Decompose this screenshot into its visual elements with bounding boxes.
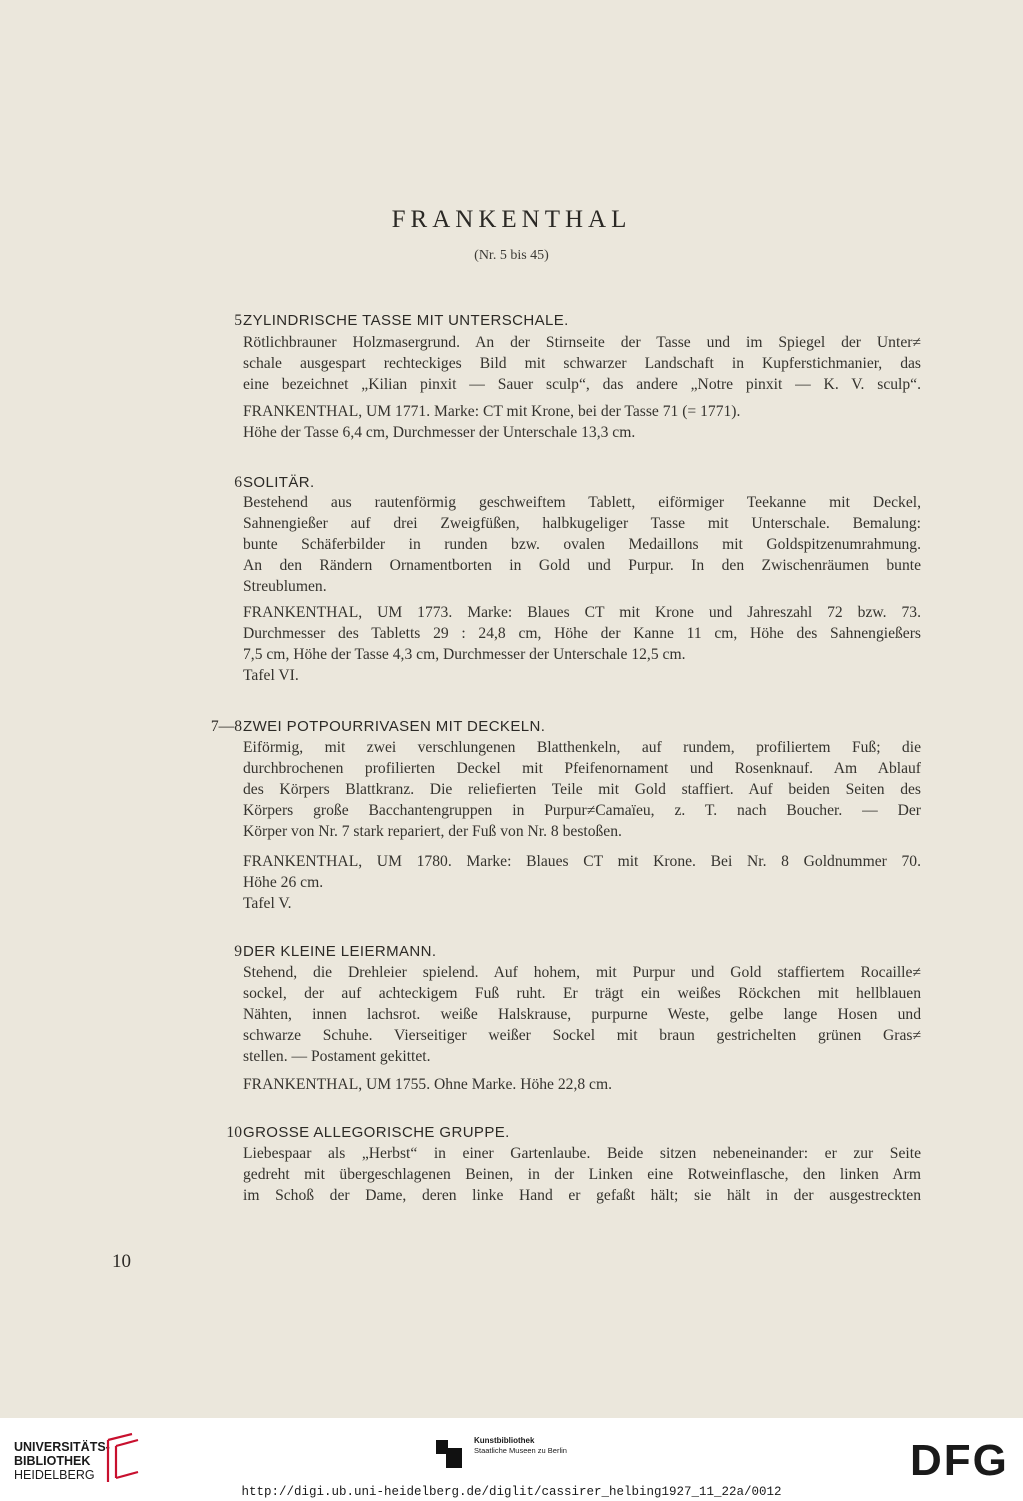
text-line: schale ausgespart rechteckiges Bild mit schwarzer Landschaft in Kupferstichmanier, das: [243, 355, 921, 372]
page-subtitle: (Nr. 5 bis 45): [474, 248, 549, 263]
entry-details: [243, 1074, 921, 1095]
text-line: FRANKENTHAL, UM 1755. Ohne Marke. Höhe 22,8 cm.: [243, 1076, 613, 1093]
text-line: Durchmesser des Tabletts 29 : 24,8 cm, Höhe der Kanne 11 cm, Höhe des Sahnengießers: [243, 625, 921, 642]
page-number: 10: [112, 1251, 131, 1272]
entry-heading: DER KLEINE LEIERMANN.: [243, 943, 437, 960]
library-name-line: UNIVERSITÄTS-: [14, 1440, 110, 1454]
text-line: FRANKENTHAL, UM 1780. Marke: Blaues CT mit Krone. Bei Nr. 8 Goldnummer 70.: [243, 853, 921, 870]
text-line: Tafel VI.: [243, 667, 299, 684]
kb-subtitle: Staatliche Museen zu Berlin: [474, 1446, 567, 1455]
university-library-logo[interactable]: [14, 1440, 110, 1482]
entry-heading: ZWEI POTPOURRIVASEN MIT DECKELN.: [243, 718, 546, 735]
entry-number: 5: [234, 312, 242, 329]
entry-details: [243, 602, 921, 686]
text-line: Eiförmig, mit zwei verschlungenen Blatthenkeln, auf rundem, profiliertem Fuß; die: [243, 739, 921, 756]
text-line: durchbrochenen profilierten Deckel mit Pfeifenornament und Rosenknauf. Am Ablauf: [243, 760, 921, 777]
entry-heading: GROSSE ALLEGORISCHE GRUPPE.: [243, 1124, 510, 1141]
entry-details: [243, 851, 921, 914]
entry-number: 9: [234, 943, 242, 960]
text-line: 7,5 cm, Höhe der Tasse 4,3 cm, Durchmesser der Unterschale 12,5 cm.: [243, 646, 686, 663]
text-line: bunte Schäferbilder in runden bzw. ovalen Medaillons mit Goldspitzenumrahmung.: [243, 536, 921, 553]
text-line: Streublumen.: [243, 578, 327, 595]
entry-number: 10: [226, 1124, 242, 1141]
text-line: gedreht mit übergeschlagenen Beinen, in der Linken eine Rotweinflasche, den linken Arm: [243, 1166, 921, 1183]
text-line: Höhe der Tasse 6,4 cm, Durchmesser der Unterschale 13,3 cm.: [243, 424, 636, 441]
entry-heading: SOLITÄR.: [243, 474, 315, 491]
entry-description: [243, 962, 921, 1067]
kunstbibliothek-logo-icon: [436, 1436, 470, 1470]
text-line: des Körpers Blattkranz. Die reliefierten Teile mit Gold staffiert. Auf beiden Seiten des: [243, 781, 921, 798]
text-line: Bestehend aus rautenförmig geschweiftem Tablett, eiförmiger Teekanne mit Deckel,: [243, 494, 921, 511]
text-line: FRANKENTHAL, UM 1773. Marke: Blaues CT mit Krone und Jahreszahl 72 bzw. 73.: [243, 604, 921, 621]
page-title: FRANKENTHAL: [391, 206, 632, 233]
text-line: eine bezeichnet „Kilian pinxit — Sauer sculp“, das andere „Notre pinxit — K. V. sculp“.: [243, 376, 921, 393]
text-line: An den Rändern Ornamentborten in Gold und Purpur. In den Zwischenräumen bunte: [243, 557, 921, 574]
library-name-line: HEIDELBERG: [14, 1468, 95, 1482]
library-emblem-icon: [102, 1432, 142, 1484]
text-line: Körpers große Bacchantengruppen in Purpur≠Camaïeu, z. T. nach Boucher. — Der: [243, 802, 921, 819]
entry-description: [243, 492, 921, 597]
text-line: Körper von Nr. 7 stark repariert, der Fuß von Nr. 8 bestoßen.: [243, 823, 622, 840]
kunstbibliothek-label[interactable]: [474, 1436, 567, 1456]
source-url[interactable]: http://digi.ub.uni-heidelberg.de/diglit/cassirer_helbing1927_11_22a/0012: [241, 1485, 782, 1499]
text-line: FRANKENTHAL, UM 1771. Marke: CT mit Krone, bei der Tasse 71 (= 1771).: [243, 403, 741, 420]
text-line: Höhe 26 cm.: [243, 874, 324, 891]
entry-number: 7—8: [210, 718, 242, 735]
text-line: stellen. — Postament gekittet.: [243, 1048, 431, 1065]
kb-name: Kunstbibliothek: [474, 1436, 535, 1445]
entry-description: [243, 737, 921, 842]
text-line: Liebespaar als „Herbst“ in einer Gartenlaube. Beide sitzen nebeneinander: er zur Seite: [243, 1145, 921, 1162]
text-line: Nähten, innen lachsrot. weiße Halskrause, purpurne Weste, gelbe lange Hosen und: [243, 1006, 921, 1023]
text-line: Stehend, die Drehleier spielend. Auf hohem, mit Purpur und Gold staffiertem Rocaille≠: [243, 964, 921, 981]
text-line: Rötlichbrauner Holzmasergrund. An der Stirnseite der Tasse und im Spiegel der Unter≠: [243, 334, 921, 351]
text-line: Sahnengießer auf drei Zweigfüßen, halbkugeliger Tasse mit Unterschale. Bemalung:: [243, 515, 921, 532]
entry-number: 6: [234, 474, 242, 491]
text-line: im Schoß der Dame, deren linke Hand er gefaßt hält; sie hält in der ausgestreckten: [243, 1187, 921, 1204]
library-name-line: BIBLIOTHEK: [14, 1454, 91, 1468]
text-line: sockel, der auf achteckigem Fuß ruht. Er trägt ein weißes Röckchen mit hellblauen: [243, 985, 921, 1002]
entry-description: [243, 1143, 921, 1206]
entry-details: [243, 401, 921, 443]
text-line: Tafel V.: [243, 895, 292, 912]
dfg-logo[interactable]: DFG: [910, 1436, 1009, 1485]
text-line: schwarze Schuhe. Vierseitiger weißer Sockel mit braun gestrichelten grünen Gras≠: [243, 1027, 921, 1044]
entry-heading: ZYLINDRISCHE TASSE MIT UNTERSCHALE.: [243, 312, 569, 329]
entry-description: [243, 332, 921, 395]
